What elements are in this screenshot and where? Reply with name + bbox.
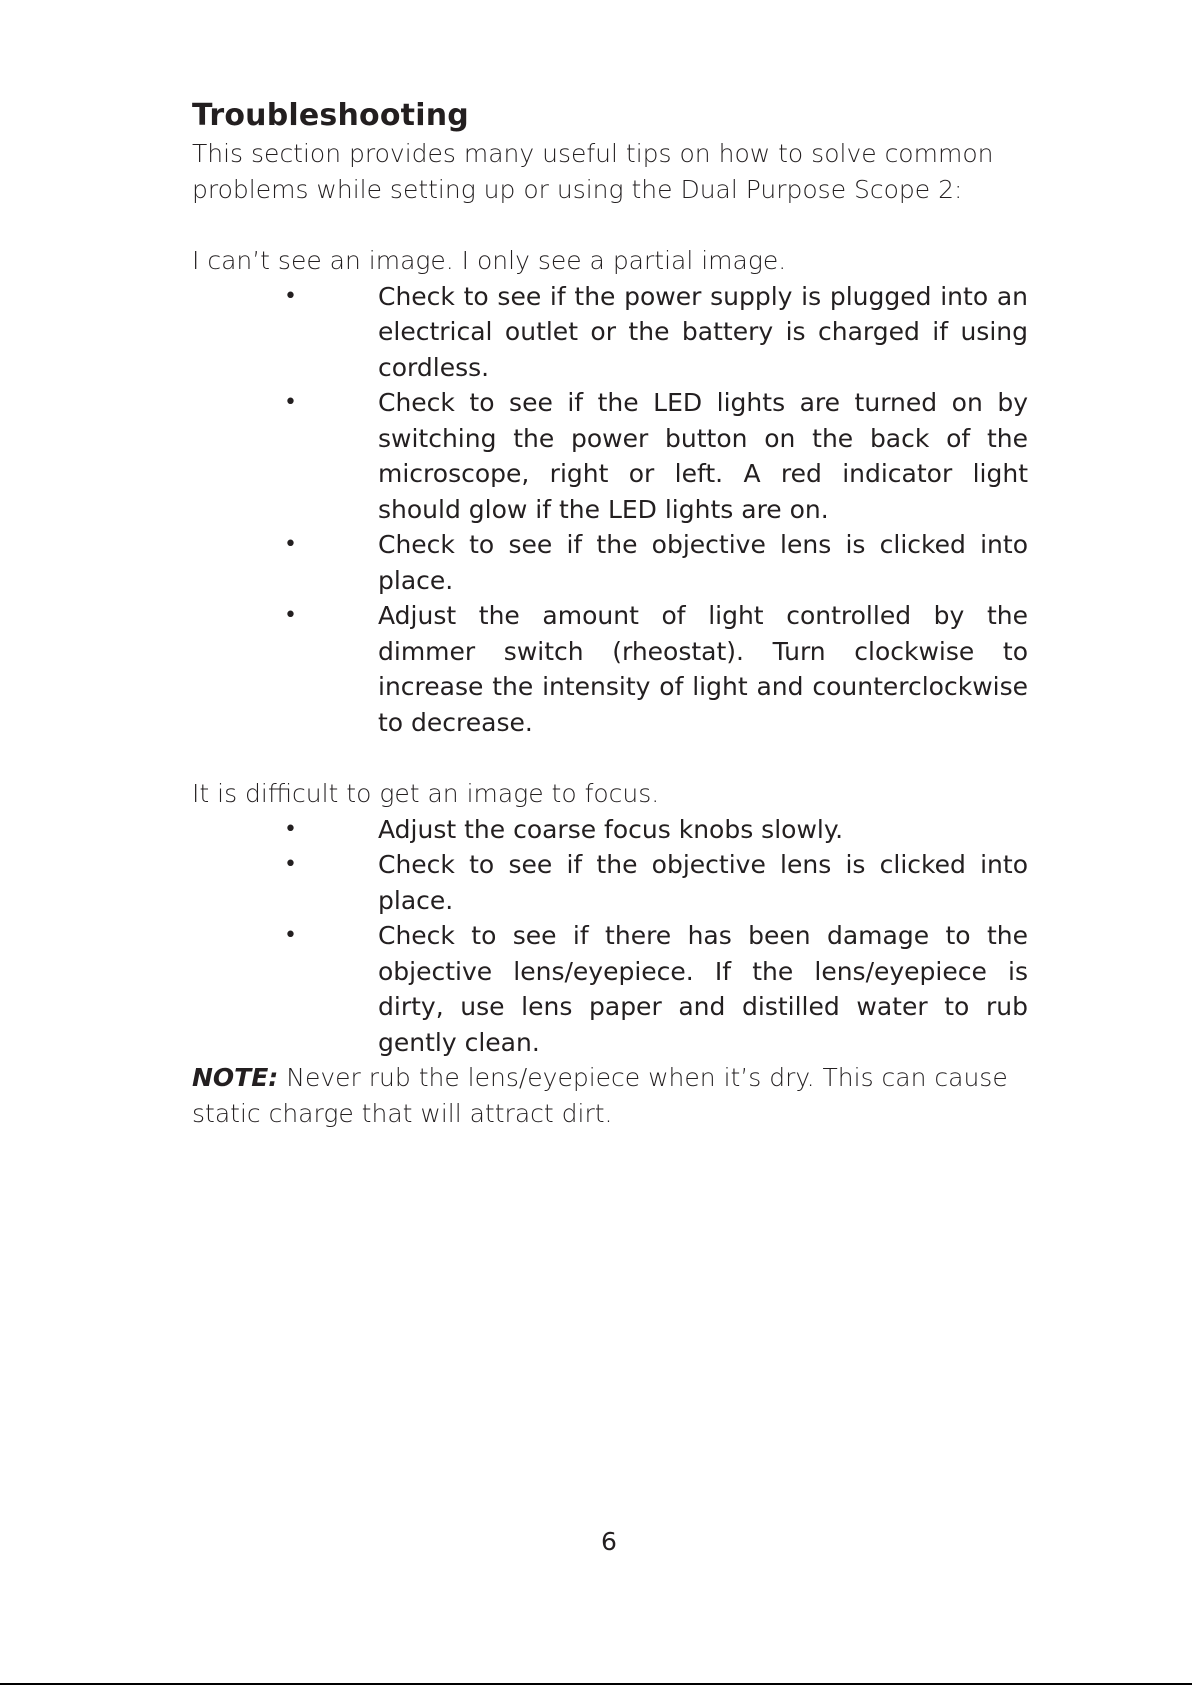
bullet-icon: • [284,852,297,877]
list-item [192,598,1028,740]
list-item-text: Check to see if there has been damage to the objective lens/eyepiece. If the lens/eyepiece is dirty, use lens paper and distilled water to rub gently clean. [378,921,1028,1057]
section-heading: It is difficult to get an image to focus. [192,779,660,808]
bullet-list [192,279,1028,741]
intro-paragraph: This section provides many useful tips on how to solve common problems while setting up or using the Dual Purpose Scope 2: [192,139,994,204]
list-item [192,385,1028,527]
section-focus [192,776,1028,1060]
list-item [192,279,1028,386]
list-item [192,918,1028,1060]
list-item [192,812,1028,848]
bullet-icon: • [284,390,297,415]
bullet-icon: • [284,532,297,557]
page-number: 6 [601,1527,617,1556]
list-item-text: Check to see if the power supply is plugged into an electrical outlet or the battery is charged if using cordless. [378,281,1028,382]
list-item-text: Check to see if the objective lens is clicked into place. [378,850,1028,915]
note-text: Never rub the lens/eyepiece when it’s dry. This can cause static charge that will attract dirt. [192,1063,1008,1128]
bullet-icon: • [284,816,297,842]
spacer [192,207,1028,243]
list-item-text: Check to see if the objective lens is clicked into place. [378,530,1028,595]
document-page [192,96,1028,1131]
spacer [192,740,1028,776]
bullet-list [192,812,1028,1061]
note-label: NOTE: [192,1063,279,1092]
section-heading: I can’t see an image. I only see a partial image. [192,246,787,275]
list-item [192,527,1028,598]
bullet-icon: • [284,283,297,309]
list-item [192,847,1028,918]
bullet-icon: • [284,923,297,948]
list-item-text: Check to see if the LED lights are turned on by switching the power button on the back of the microscope, right or left. A red indicator light should glow if the LED lights are on. [378,388,1028,524]
section-no-image [192,243,1028,740]
bullet-icon: • [284,603,297,628]
page-title: Troubleshooting [192,98,469,133]
list-item-text: Adjust the amount of light controlled by the dimmer switch (rheostat). Turn clockwise to increase the intensity of light and counterclockwise to decrease. [378,601,1028,737]
list-item-text: Adjust the coarse focus knobs slowly. [378,814,844,844]
note-paragraph [192,1060,1028,1131]
